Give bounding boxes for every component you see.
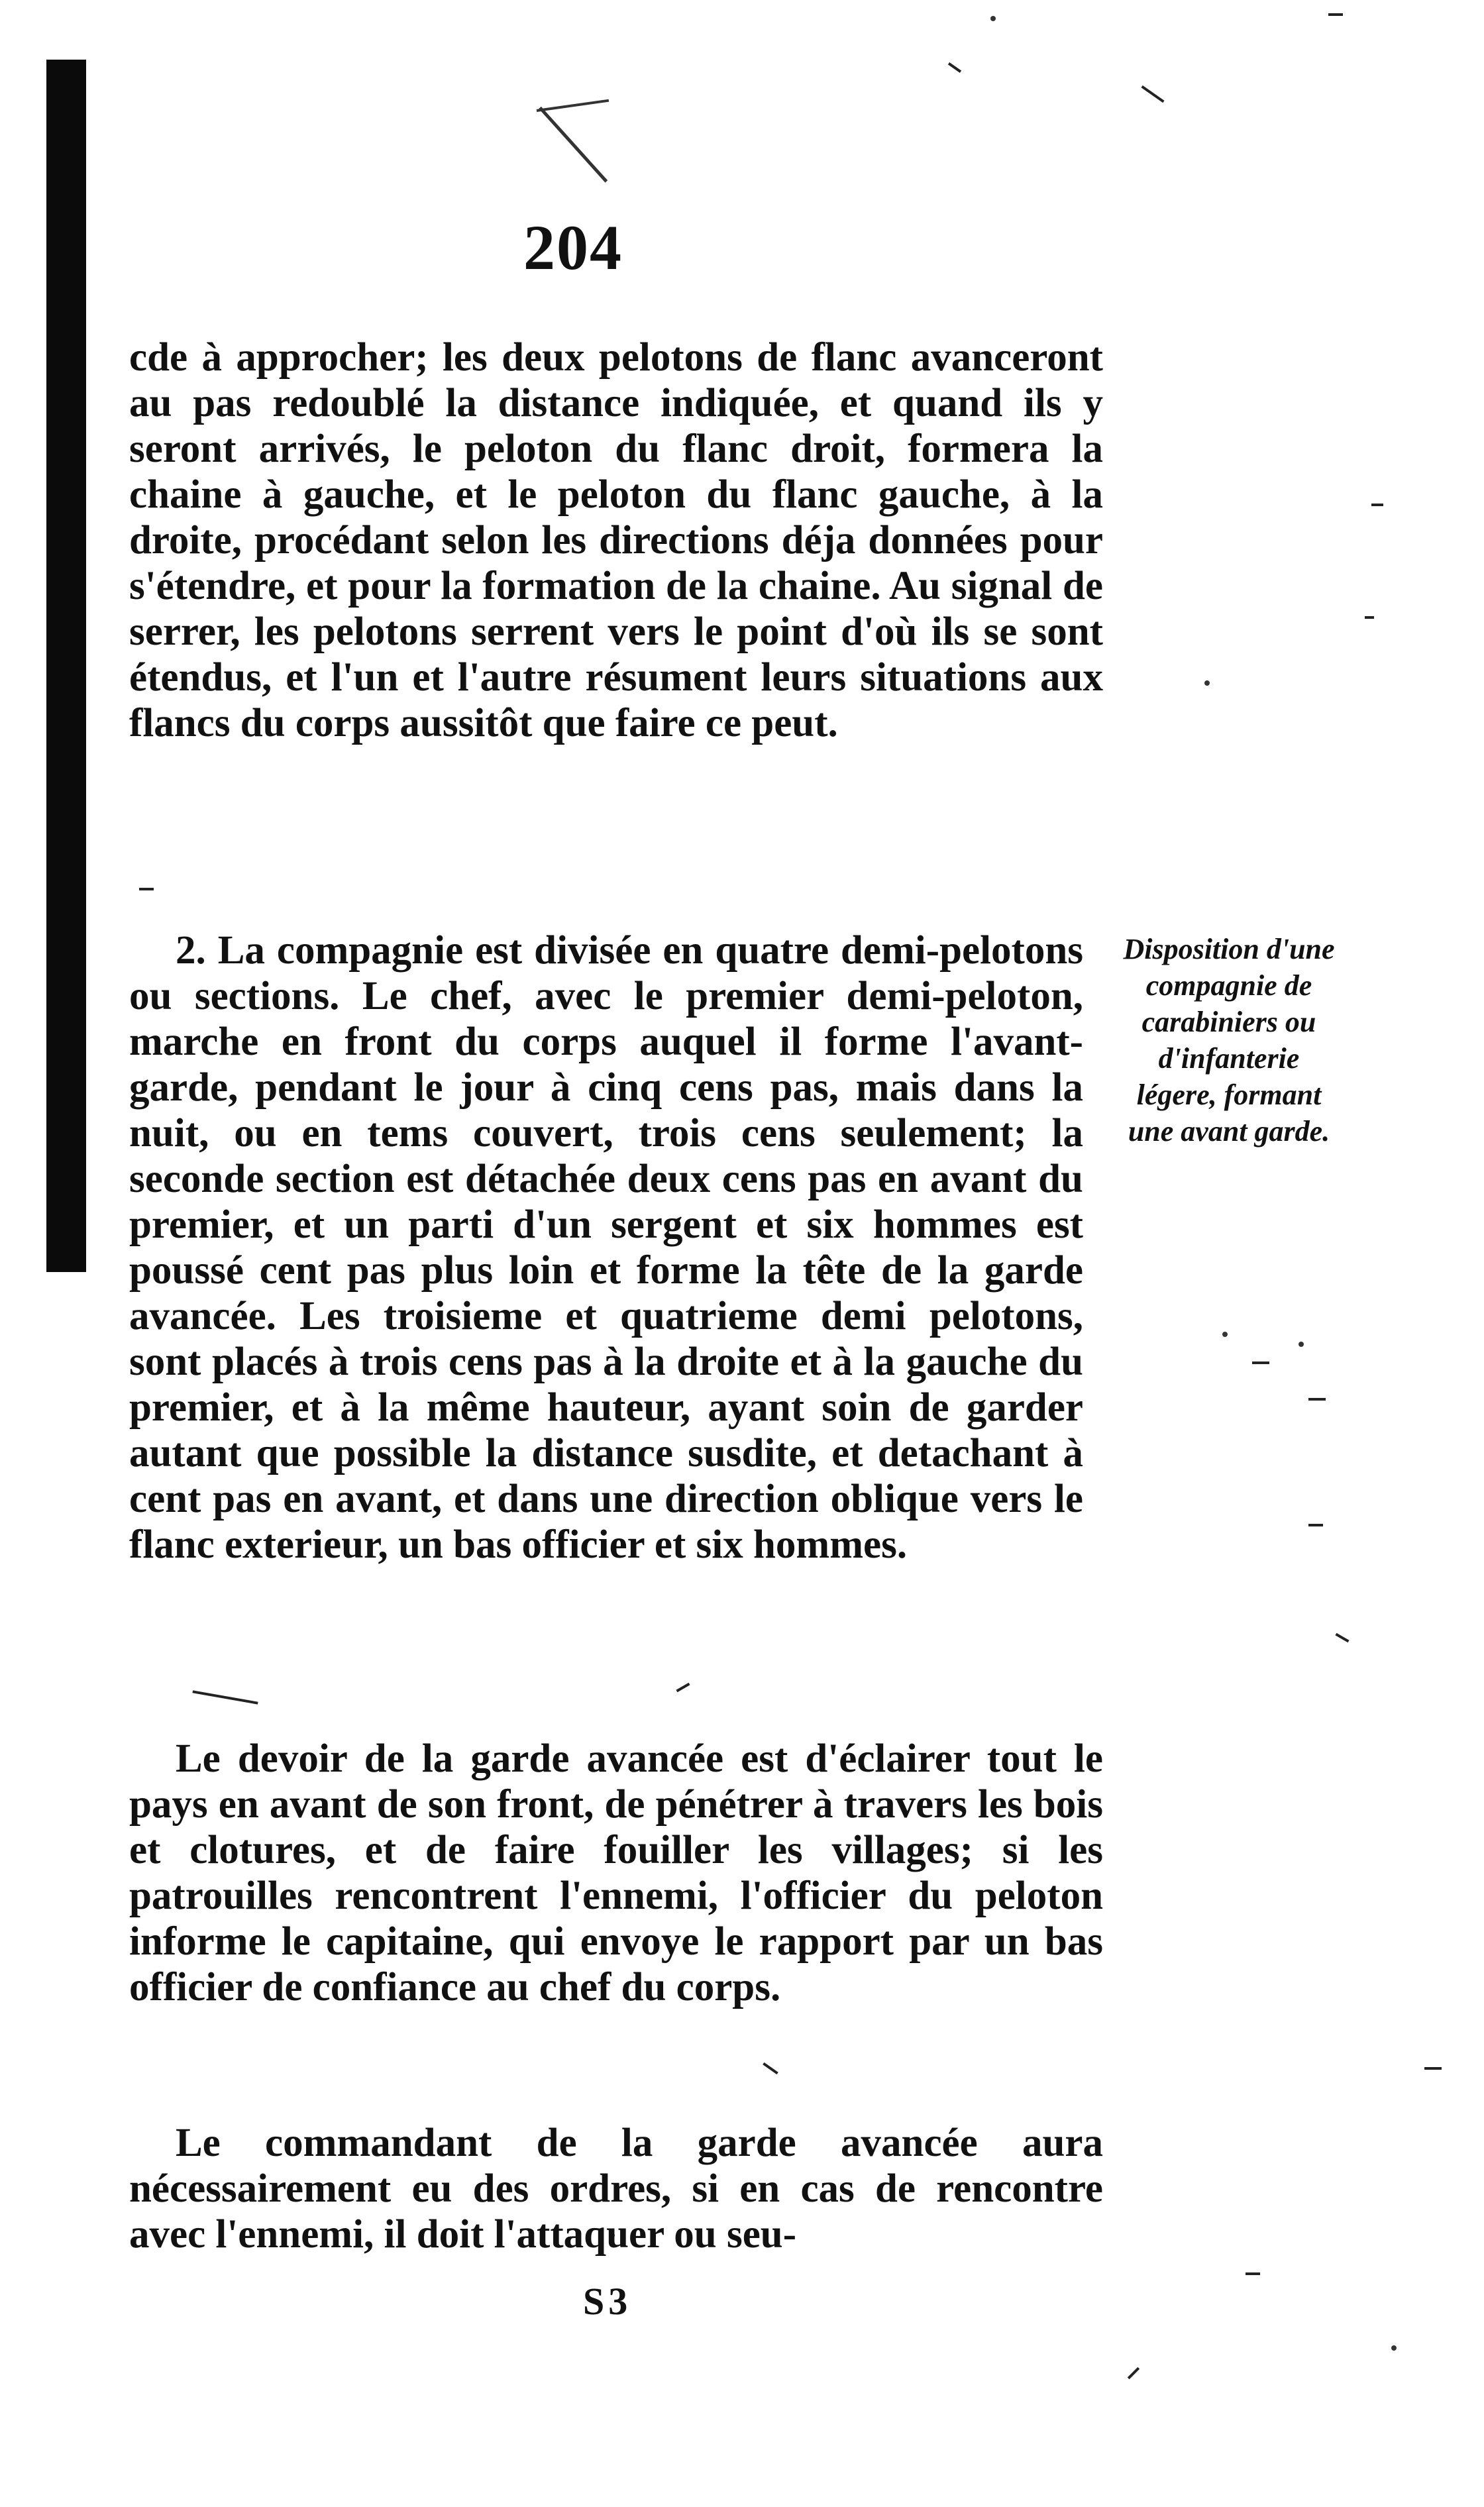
margin-note: Disposition d'une compagnie de carabiniers ou d'infanterie légere, formant une avant garde. (1123, 933, 1335, 1147)
scan-mark (539, 107, 608, 183)
scan-mark (1371, 504, 1383, 506)
scan-mark (1308, 1398, 1326, 1401)
scan-mark (1128, 2367, 1140, 2379)
paragraph-section-2: 2. La compagnie est divisée en quatre demi-pelotons ou sections. Le chef, avec le premier demi-peloton, marche en front du corps auquel il forme l'avant-garde, pendant le jour à cinq cens pas, mais dans la nuit, ou en tems couvert, trois cens seulement; la seconde section est détachée deux cens pas en avant du premier, et un parti d'un sergent et six hommes est poussé cent pas plus loin et forme la tête de la garde avancée. Les troisieme et quatrieme demi pelotons, sont placés à trois cens pas à la droite et à la gauche du premier, et à la même hauteur, ayant soin de garder autant que possible la distance susdite, et detachant à cent pas en avant, et dans une direction oblique vers le flanc exterieur, un bas officier et six hommes. (129, 928, 1083, 1567)
scan-mark (990, 16, 996, 21)
scan-mark (1298, 1342, 1304, 1347)
scan-mark (1246, 2272, 1260, 2275)
scan-mark (763, 2062, 778, 2074)
scan-mark (1252, 1361, 1269, 1364)
paragraph-advance-guard-duty: Le devoir de la garde avancée est d'éclairer tout le pays en avant de son front, de pénétrer à travers les bois et clotures, et de faire fouiller les villages; si les patrouilles rencontrent l'ennemi, l'officier du peloton informe le capitaine, qui envoye le rapport par un bas officier de confiance au chef du corps. (129, 1736, 1103, 2009)
scan-mark (139, 888, 154, 890)
scan-mark (1335, 1633, 1349, 1642)
scan-mark (1328, 13, 1343, 16)
printer-signature-mark: S3 (583, 2280, 632, 2323)
paragraph-commander-orders: Le commandant de la garde avancée aura nécessairement eu des ordres, si en cas de rencontre avec l'ennemi, il doit l'attaquer ou seu- (129, 2121, 1103, 2257)
scan-mark (676, 1683, 690, 1692)
page-number: 204 (523, 212, 623, 283)
scan-mark (1365, 616, 1374, 619)
paragraph-continuation: cde à approcher; les deux pelotons de flanc avanceront au pas redoublé la distance indiquée, et quand ils y seront arrivés, le peloton du flanc droit, formera la chaine à gauche, et le peloton du flanc gauche, à la droite, procédant selon les directions déja données pour s'étendre, et pour la formation de la chaine. Au signal de serrer, les pelotons serrent vers le point d'où ils se sont étendus, et l'un et l'autre résument leurs situations aux flancs du corps aussitôt que faire ce peut. (129, 335, 1103, 745)
scan-mark (192, 1690, 258, 1704)
scan-mark (1222, 1332, 1228, 1337)
scan-mark (1204, 680, 1210, 686)
scan-mark (537, 99, 609, 112)
scan-mark (1391, 2345, 1397, 2351)
scan-mark (1141, 85, 1164, 103)
scan-mark (948, 62, 961, 73)
scan-mark (1308, 1524, 1323, 1526)
scan-mark (1424, 2067, 1442, 2070)
binding-edge-shadow (46, 60, 86, 1272)
